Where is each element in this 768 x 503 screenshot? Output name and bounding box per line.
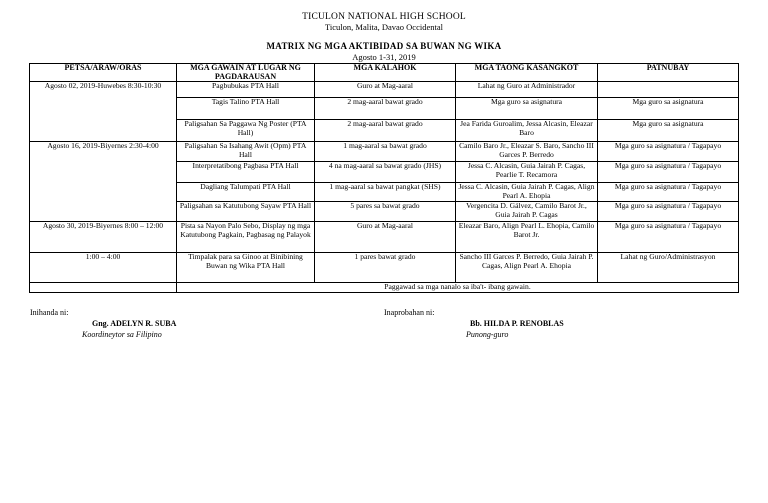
- activity-cell: Tagis Talino PTA Hall: [177, 98, 315, 120]
- persons-cell: Vergencita D. Gálvez, Camilo Barot Jr., Guia Jairah P. Cagas: [456, 202, 598, 222]
- participants-cell: 1 mag-aaral sa bawat pangkat (SHS): [315, 183, 456, 202]
- participants-cell: 2 mag-aaral bawat grado: [315, 120, 456, 142]
- column-header-activity: MGA GAWAIN AT LUGAR NG PAGDARAUSAN: [177, 64, 315, 82]
- empty-cell: [30, 283, 177, 293]
- approved-by-role: Punong-guro: [466, 330, 509, 339]
- activity-cell: Paligsahan Sa Paggawa Ng Poster (PTA Hall): [177, 120, 315, 142]
- column-header-participants: MGA KALAHOK: [315, 64, 456, 82]
- persons-cell: Jessa C. Alcasin, Guia Jairah P. Cagas, Pearlie T. Recamora: [456, 162, 598, 183]
- activity-matrix-table: [29, 63, 739, 293]
- persons-cell: Sancho III Garces P. Berredo, Guia Jairah P. Cagas, Align Pearl A. Ehopia: [456, 253, 598, 283]
- date-cell: Agosto 30, 2019-Biyernes 8:00 – 12:00: [30, 222, 177, 253]
- persons-cell: Camilo Baro Jr., Eleazar S. Baro, Sancho III Garces P. Berredo: [456, 142, 598, 162]
- guide-cell: Mga guro sa asignatura / Tagapayo: [598, 202, 739, 222]
- activity-cell: Timpalak para sa Ginoo at Binibining Buwan ng Wika PTA Hall: [177, 253, 315, 283]
- time-cell: 1:00 – 4:00: [30, 253, 177, 283]
- document-date-range: Agosto 1-31, 2019: [352, 52, 416, 62]
- participants-cell: Guro at Mag-aaral: [315, 222, 456, 253]
- approved-by-name-text: Bb. HILDA P. RENOBLAS: [470, 319, 564, 328]
- prepared-by-name: [92, 320, 176, 328]
- table-row: [30, 142, 739, 162]
- table-header-row: [30, 64, 739, 82]
- guide-cell: Lahat ng Guro/Administrasyon: [598, 253, 739, 283]
- participants-cell: 1 mag-aaral sa bawat grado: [315, 142, 456, 162]
- date-cell: Agosto 16, 2019-Biyernes 2:30-4:00: [30, 142, 177, 222]
- guide-cell: Mga guro sa asignatura: [598, 98, 739, 120]
- participants-cell: 4 na mag-aaral sa bawat grado (JHS): [315, 162, 456, 183]
- document-title: MATRIX NG MGA AKTIBIDAD SA BUWAN NG WIKA: [266, 41, 502, 51]
- persons-cell: Eleazar Baro, Align Pearl L. Ehopia, Camilo Barot Jr.: [456, 222, 598, 253]
- table-row: [30, 253, 739, 283]
- column-header-persons: MGA TAONG KASANGKOT: [456, 64, 598, 82]
- participants-cell: 5 pares sa bawat grado: [315, 202, 456, 222]
- participants-cell: 1 pares bawat grado: [315, 253, 456, 283]
- school-address: Ticulon, Malita, Davao Occidental: [325, 22, 443, 32]
- table-row: [30, 222, 739, 253]
- participants-cell: 2 mag-aaral bawat grado: [315, 98, 456, 120]
- prepared-by-role: Koordineytor sa Filipino: [82, 330, 162, 339]
- table-row: [30, 82, 739, 98]
- participants-cell: Guro at Mag-aaral: [315, 82, 456, 98]
- closing-cell: Paggawad sa mga nanalo sa iba't- ibang gawain.: [177, 283, 739, 293]
- approved-by-name: [470, 320, 564, 328]
- column-header-guide: PATNUBAY: [598, 64, 739, 82]
- column-header-date: PETSA/ARAW/ORAS: [30, 64, 177, 82]
- persons-cell: Lahat ng Guro at Administrador: [456, 82, 598, 98]
- activity-cell: Paligsahan Sa Isahang Awit (Opm) PTA Hall: [177, 142, 315, 162]
- date-cell: Agosto 02, 2019-Huwebes 8:30-10:30: [30, 82, 177, 142]
- guide-cell: Mga guro sa asignatura / Tagapayo: [598, 183, 739, 202]
- persons-cell: Jea Farida Guroalim, Jessa Alcasin, Eleazar Baro: [456, 120, 598, 142]
- prepared-by-label: Inihanda ni:: [30, 308, 69, 317]
- table-row: [30, 283, 739, 293]
- activity-cell: Pagbubukas PTA Hall: [177, 82, 315, 98]
- school-name: TICULON NATIONAL HIGH SCHOOL: [302, 12, 466, 22]
- prepared-by-name-text: Gng. ADELYN R. SUBA: [92, 319, 177, 328]
- guide-cell: Mga guro sa asignatura: [598, 120, 739, 142]
- activity-cell: Pista sa Nayon Palo Sebo, Display ng mga Katutubong Pagkain, Pagbasag ng Palayok: [177, 222, 315, 253]
- guide-cell: [598, 82, 739, 98]
- activity-cell: Paligsahan sa Katutubong Sayaw PTA Hall: [177, 202, 315, 222]
- approved-by-label: Inaprobahan ni:: [384, 308, 435, 317]
- activity-cell: Interpretatibong Pagbasa PTA Hall: [177, 162, 315, 183]
- guide-cell: Mga guro sa asignatura / Tagapayo: [598, 142, 739, 162]
- guide-cell: Mga guro sa asignatura / Tagapayo: [598, 162, 739, 183]
- guide-cell: Mga guro sa asignatura / Tagapayo: [598, 222, 739, 253]
- activity-cell: Dagliang Talumpati PTA Hall: [177, 183, 315, 202]
- persons-cell: Jessa C. Alcasin, Guia Jairah P. Cagas, Align Pearl A. Ehopia: [456, 183, 598, 202]
- persons-cell: Mga guro sa asignatura: [456, 98, 598, 120]
